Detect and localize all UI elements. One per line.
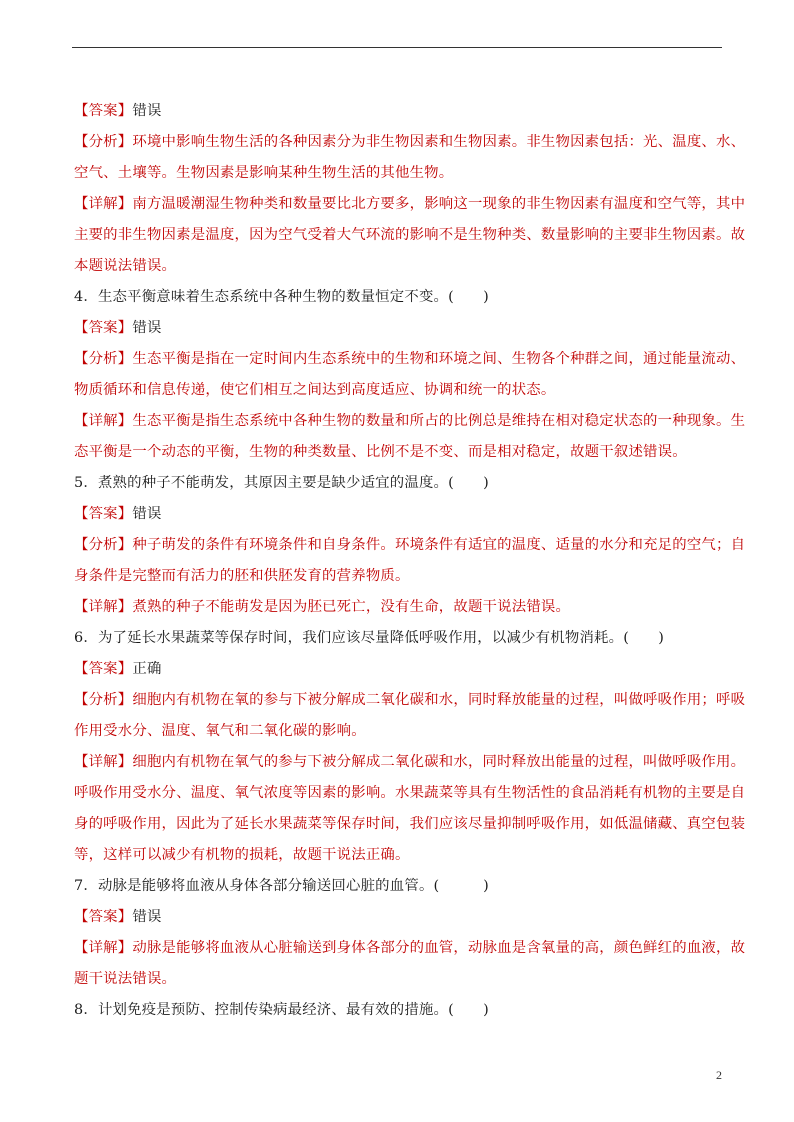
detail-block (74, 933, 746, 995)
detail-text: 煮熟的种子不能萌发是因为胚已死亡，没有生命，故题干说法错误。 (132, 599, 571, 615)
detail-text: 动脉是能够将血液从心脏输送到身体各部分的血管，动脉血是含氧量的高，颜色鲜红的血液，故 (132, 940, 746, 956)
question-text: 5．煮熟的种子不能萌发，其原因主要是缺少适宜的温度。( ) (74, 475, 489, 491)
analysis-line (74, 561, 722, 592)
answer-line (74, 654, 722, 685)
detail-line (74, 406, 746, 437)
analysis-text: 空气、土壤等。生物因素是影响某种生物生活的其他生物。 (74, 165, 454, 181)
detail-text: 态平衡是一个动态的平衡，生物的种类数量、比例不是不变、而是相对稳定，故题干叙述错误。 (74, 444, 687, 460)
analysis-line (74, 344, 746, 375)
answer-tag: 【答案】 (74, 506, 133, 522)
analysis-line (74, 685, 746, 716)
detail-line (74, 220, 746, 251)
answer-block (74, 499, 722, 530)
answer-tag: 【答案】 (74, 103, 133, 119)
answer-block (74, 654, 722, 685)
detail-tag: 【详解】 (74, 754, 133, 770)
detail-line (74, 840, 722, 871)
answer-line (74, 499, 722, 530)
detail-text: 本题说法错误。 (74, 258, 177, 274)
question-text: 7．动脉是能够将血液从身体各部分输送回心脏的血管。( ) (74, 878, 489, 894)
answer-block (74, 902, 722, 933)
page-number: 2 (716, 1068, 722, 1082)
answer-line (74, 313, 722, 344)
detail-line (74, 747, 746, 778)
detail-tag: 【详解】 (74, 413, 133, 429)
analysis-line (74, 375, 722, 406)
analysis-block (74, 127, 746, 189)
detail-block (74, 189, 746, 282)
answer-tag: 【答案】 (74, 661, 133, 677)
document-body (74, 96, 746, 1026)
detail-line (74, 933, 746, 964)
answer-tag: 【答案】 (74, 909, 133, 925)
question-block (74, 871, 722, 902)
detail-text: 身的呼吸作用，因此为了延长水果蔬菜等保存时间，我们应该尽量抑制呼吸作用，如低温储藏、真空包装 (74, 816, 746, 832)
answer-tag: 【答案】 (74, 320, 133, 336)
detail-line (74, 189, 746, 220)
detail-text: 南方温暖潮湿生物种类和数量要比北方要多，影响这一现象的非生物因素有温度和空气等，其中 (132, 196, 746, 212)
detail-text: 细胞内有机物在氧气的参与下被分解成二氧化碳和水，同时释放出能量的过程，叫做呼吸作用。 (132, 754, 746, 770)
analysis-block (74, 530, 746, 592)
detail-tag: 【详解】 (74, 940, 133, 956)
analysis-text: 细胞内有机物在氧的参与下被分解成二氧化碳和水，同时释放能量的过程，叫做呼吸作用；呼吸 (132, 692, 746, 708)
answer-block (74, 96, 722, 127)
detail-text: 呼吸作用受水分、温度、氧气浓度等因素的影响。水果蔬菜等具有生物活性的食品消耗有机物的主要是自 (74, 785, 746, 801)
detail-tag: 【详解】 (74, 599, 133, 615)
detail-block (74, 406, 746, 468)
analysis-block (74, 685, 746, 747)
question-text: 4．生态平衡意味着生态系统中各种生物的数量恒定不变。( ) (74, 289, 489, 305)
analysis-text: 环境中影响生物生活的各种因素分为非生物因素和生物因素。非生物因素包括：光、温度、水、 (132, 134, 746, 150)
detail-tag: 【详解】 (74, 196, 133, 212)
detail-text: 生态平衡是指生态系统中各种生物的数量和所占的比例总是维持在相对稳定状态的一种现象。生 (132, 413, 746, 429)
detail-line (74, 592, 722, 623)
answer-value: 错误 (132, 103, 162, 119)
analysis-line (74, 716, 722, 747)
detail-block (74, 592, 722, 623)
question-block (74, 468, 722, 499)
analysis-tag: 【分析】 (74, 537, 133, 553)
analysis-line (74, 127, 746, 158)
analysis-text: 物质循环和信息传递，使它们相互之间达到高度适应、协调和统一的状态。 (74, 382, 556, 398)
analysis-text: 生态平衡是指在一定时间内生态系统中的生物和环境之间、生物各个种群之间，通过能量流动、 (132, 351, 746, 367)
answer-value: 错误 (132, 506, 162, 522)
answer-line (74, 96, 722, 127)
analysis-text: 身条件是完整而有活力的胚和供胚发育的营养物质。 (74, 568, 410, 584)
question-text: 6．为了延长水果蔬菜等保存时间，我们应该尽量降低呼吸作用，以减少有机物消耗。( ) (74, 630, 665, 646)
question-block (74, 995, 722, 1026)
detail-block (74, 747, 746, 871)
detail-line (74, 437, 722, 468)
question-text: 8．计划免疫是预防、控制传染病最经济、最有效的措施。( ) (74, 1002, 489, 1018)
analysis-block (74, 344, 746, 406)
header-rule (72, 47, 722, 48)
answer-block (74, 313, 722, 344)
answer-value: 错误 (132, 320, 162, 336)
analysis-line (74, 530, 746, 561)
detail-text: 主要的非生物因素是温度，因为空气受着大气环流的影响不是生物种类、数量影响的主要非生物因素。故 (74, 227, 746, 243)
question-block (74, 623, 722, 654)
detail-text: 等，这样可以减少有机物的损耗，故题干说法正确。 (74, 847, 410, 863)
detail-line (74, 809, 746, 840)
analysis-text: 种子萌发的条件有环境条件和自身条件。环境条件有适宜的温度、适量的水分和充足的空气；自 (132, 537, 746, 553)
answer-value: 正确 (132, 661, 162, 677)
answer-line (74, 902, 722, 933)
analysis-tag: 【分析】 (74, 692, 133, 708)
analysis-text: 作用受水分、温度、氧气和二氧化碳的影响。 (74, 723, 366, 739)
answer-value: 错误 (132, 909, 162, 925)
detail-line (74, 251, 722, 282)
detail-line (74, 964, 722, 995)
question-block (74, 282, 722, 313)
analysis-line (74, 158, 722, 189)
detail-line (74, 778, 746, 809)
analysis-tag: 【分析】 (74, 134, 133, 150)
detail-text: 题干说法错误。 (74, 971, 177, 987)
analysis-tag: 【分析】 (74, 351, 133, 367)
